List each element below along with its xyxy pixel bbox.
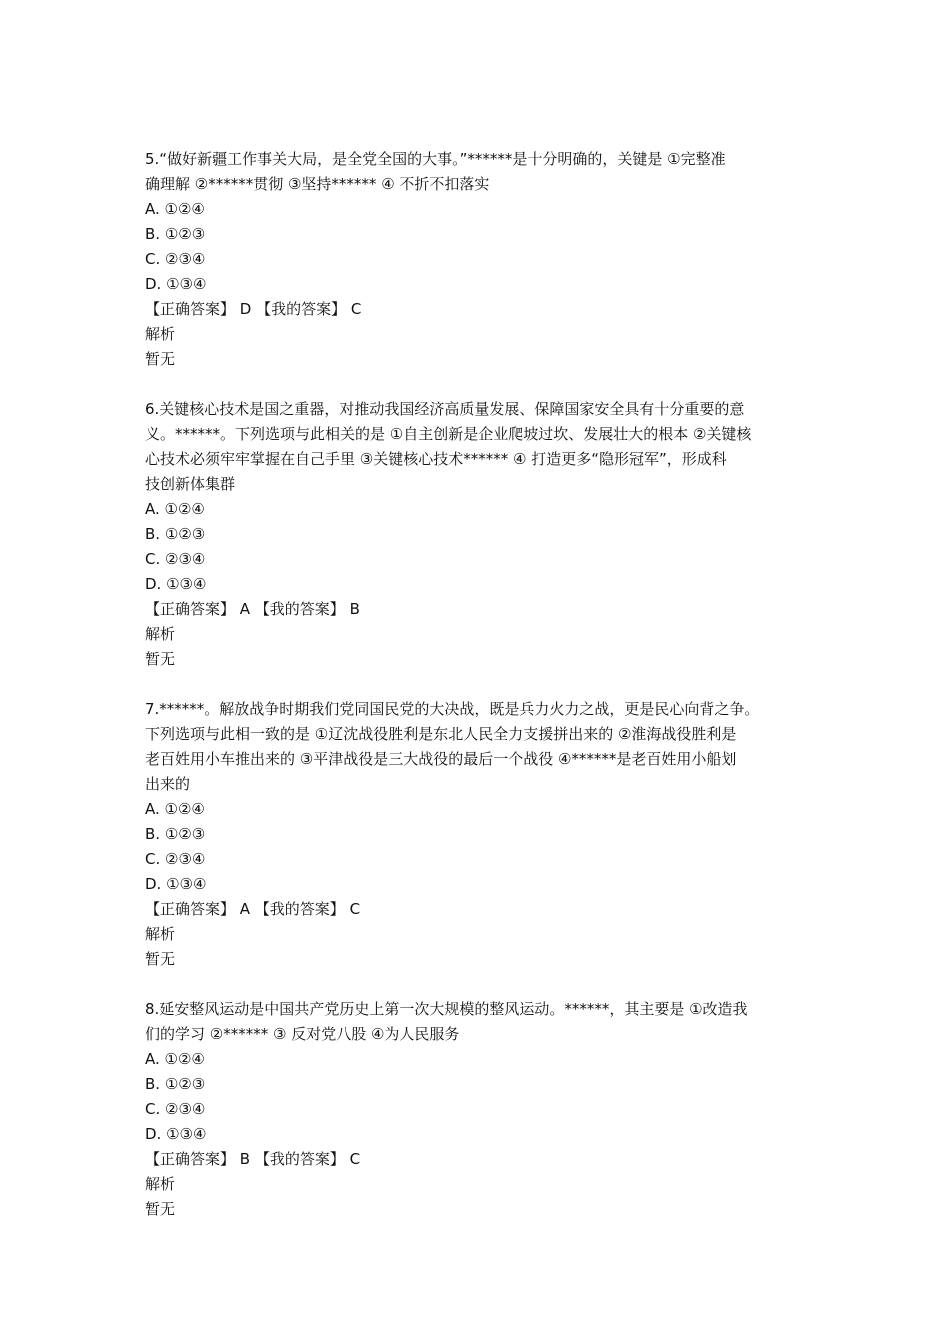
question-8: [145, 997, 809, 1222]
question-stem-line: 确理解 ②******贯彻 ③坚持****** ④ 不折不扣落实: [145, 175, 490, 193]
option-a: A. ①②④: [145, 500, 205, 518]
option-b: B. ①②③: [145, 1075, 206, 1093]
question-stem-line: 7.******。解放战争时期我们党同国民党的大决战，既是兵力火力之战，更是民心向背之争。: [145, 700, 760, 718]
analysis-text: 暂无: [145, 950, 176, 968]
answer-line: 【正确答案】 B 【我的答案】 C: [145, 1150, 361, 1168]
answer-line: 【正确答案】 A 【我的答案】 B: [145, 600, 360, 618]
option-c: C. ②③④: [145, 1100, 206, 1118]
analysis-text: 暂无: [145, 1200, 176, 1218]
option-a: A. ①②④: [145, 200, 205, 218]
question-stem-line: 8.延安整风运动是中国共产党历史上第一次大规模的整风运动。******，其主要是 ①改造我: [145, 1000, 748, 1018]
option-b: B. ①②③: [145, 525, 206, 543]
question-stem-line: 技创新体集群: [145, 475, 236, 493]
question-stem-line: 们的学习 ②****** ③ 反对党八股 ④为人民服务: [145, 1025, 460, 1043]
question-stem-line: 下列选项与此相一致的是 ①辽沈战役胜利是东北人民全力支援拼出来的 ②淮海战役胜利是: [145, 725, 737, 743]
option-c: C. ②③④: [145, 250, 206, 268]
question-stem-line: 出来的: [145, 775, 191, 793]
option-b: B. ①②③: [145, 225, 206, 243]
option-d: D. ①③④: [145, 1125, 207, 1143]
option-d: D. ①③④: [145, 875, 207, 893]
analysis-label: 解析: [145, 1175, 176, 1193]
question-7: [145, 697, 809, 972]
question-6: [145, 397, 809, 672]
analysis-label: 解析: [145, 625, 176, 643]
question-stem-line: 6.关键核心技术是国之重器，对推动我国经济高质量发展、保障国家安全具有十分重要的意: [145, 400, 745, 418]
option-c: C. ②③④: [145, 550, 206, 568]
analysis-text: 暂无: [145, 650, 176, 668]
question-stem-line: 义。******。下列选项与此相关的是 ①自主创新是企业爬坡过坎、发展壮大的根本 ②关键核: [145, 425, 752, 443]
option-b: B. ①②③: [145, 825, 206, 843]
option-c: C. ②③④: [145, 850, 206, 868]
question-stem-line: 老百姓用小车推出来的 ③平津战役是三大战役的最后一个战役 ④******是老百姓用小船划: [145, 750, 737, 768]
answer-line: 【正确答案】 A 【我的答案】 C: [145, 900, 361, 918]
option-d: D. ①③④: [145, 575, 207, 593]
analysis-text: 暂无: [145, 350, 176, 368]
analysis-label: 解析: [145, 925, 176, 943]
question-stem-line: 5.“做好新疆工作事关大局，是全党全国的大事。”******是十分明确的，关键是 ①完整准: [145, 150, 726, 168]
analysis-label: 解析: [145, 325, 176, 343]
question-stem-line: 心技术必须牢牢掌握在自己手里 ③关键核心技术****** ④ 打造更多“隐形冠军”，形成科: [145, 450, 727, 468]
document-page: [145, 147, 809, 1247]
question-5: [145, 147, 809, 372]
option-a: A. ①②④: [145, 800, 205, 818]
answer-line: 【正确答案】 D 【我的答案】 C: [145, 300, 362, 318]
option-d: D. ①③④: [145, 275, 207, 293]
option-a: A. ①②④: [145, 1050, 205, 1068]
